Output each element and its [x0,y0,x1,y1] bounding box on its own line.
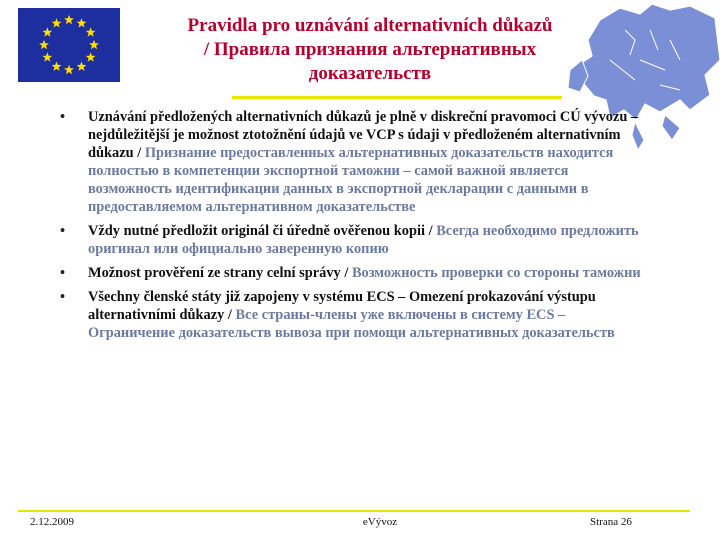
title-line-1: Pravidla pro uznávání alternativních důkazů [187,15,553,36]
bullet-separator: / [133,145,145,161]
bullet-item [60,108,650,216]
bullet-text-russian: Все страны-члены уже включены в систему ECS – Ограничение доказательств вывоза при помощи альтернативных доказательств [88,307,615,341]
footer-page-number: Strana 26 [590,516,632,528]
footer-center-text: eVývoz [362,516,398,528]
bullet-item [60,264,650,282]
title-line-3: доказательств [308,63,432,84]
bullet-text-czech: Uznávání předložených alternativních důkazů je plně v diskreční pravomoci CÚ vývozu – nejdůležitější je možnost ztotožnění údajů ve VCP s údaji v předloženém alternativním důkazu [88,109,639,161]
bullet-text-czech: Možnost prověření ze strany celní správy [88,265,341,281]
bullet-separator: / [224,307,236,323]
title-line-2: / Правила признания альтернативных [203,39,537,60]
bullet-item [60,222,650,258]
bullet-separator: / [425,223,437,239]
bullet-list [60,108,650,348]
eu-flag-icon [18,8,120,82]
footer-divider [18,510,690,512]
bullet-text-czech: Vždy nutné předložit originál či úředně ověřenou kopii [88,223,425,239]
bullet-text-czech: Všechny členské státy již zapojeny v systému ECS – Omezení prokazování výstupu alternativními důkazy [88,289,596,323]
bullet-text-russian: Возможность проверки со стороны таможни [351,265,641,281]
bullet-text-russian: Всегда необходимо предложить оригинал или официально заверенную копию [88,223,639,257]
bullet-separator: / [340,265,352,281]
footer-date: 2.12.2009 [30,516,74,528]
bullet-item [60,288,650,342]
bullet-text-russian: Признание предоставленных альтернативных доказательств находится полностью в компетенции экспортной таможни – самой важной является возможность идентификации данных в экспортной декларации с данными в предоставляемом альтернативном доказательстве [88,145,614,215]
slide-title [130,14,610,86]
title-underline [232,96,562,99]
